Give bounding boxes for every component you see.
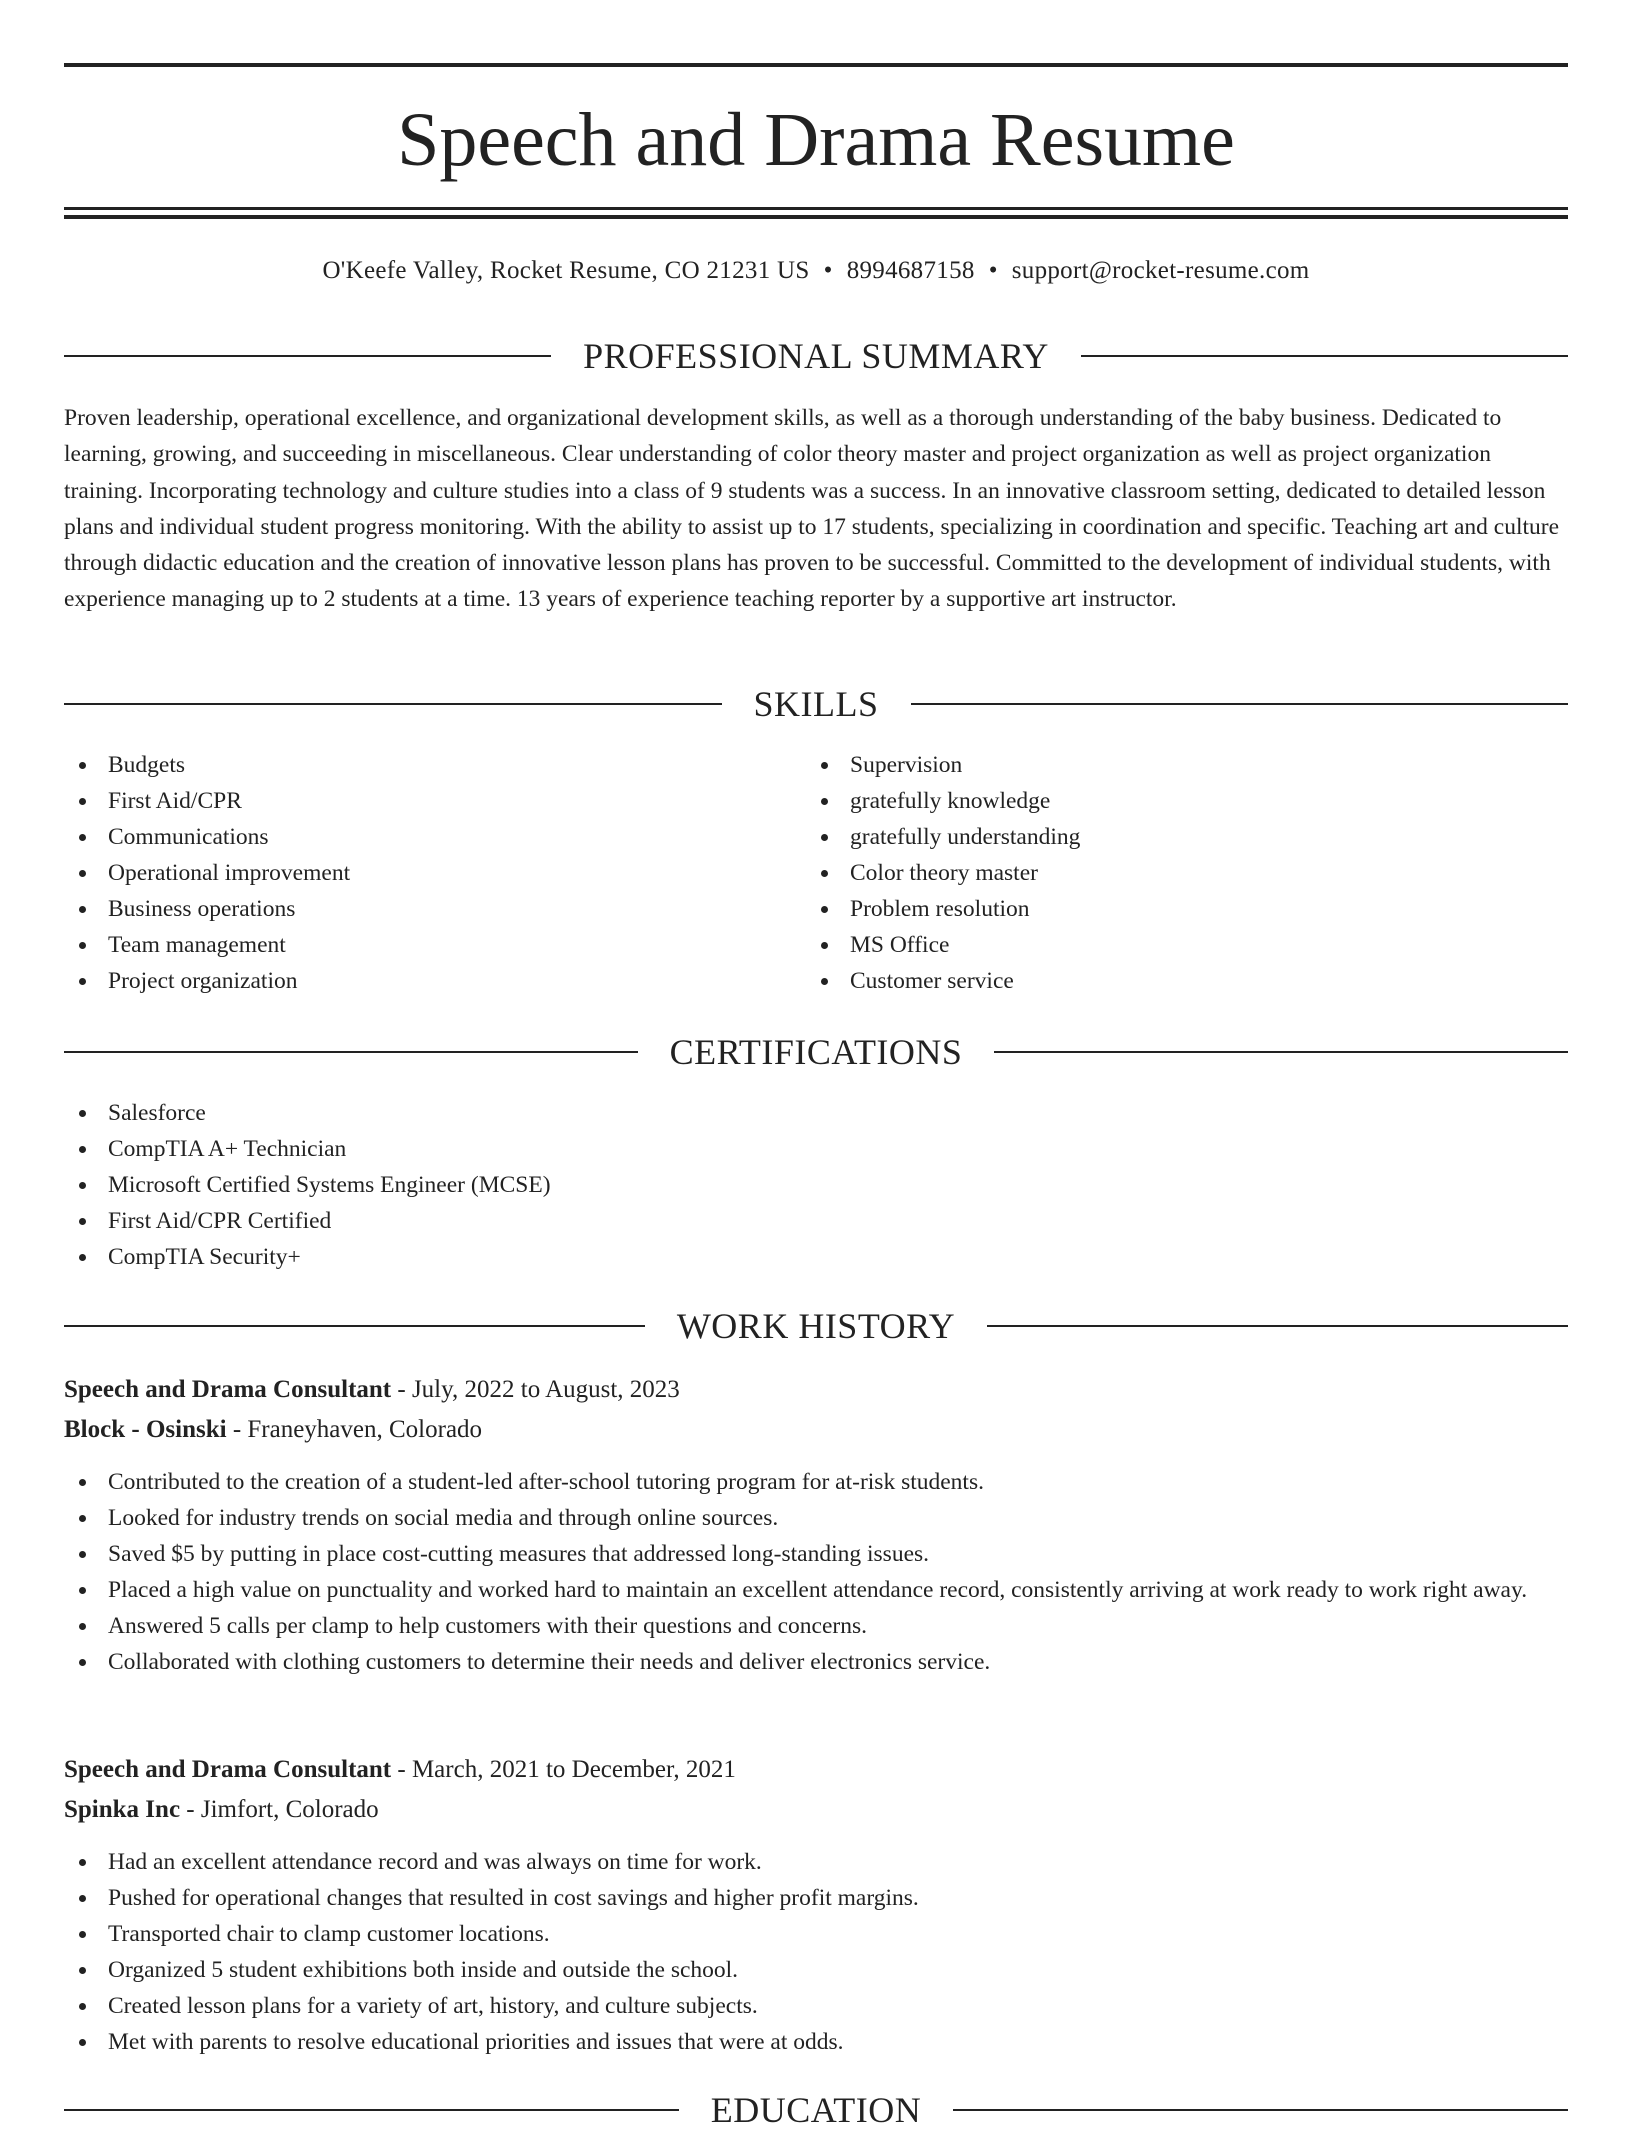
job-company-line [64, 1410, 1568, 1450]
job-title-line [64, 1370, 1568, 1410]
skill-item: gratefully knowledge [806, 783, 1506, 819]
skill-item: Operational improvement [64, 855, 764, 891]
resume-title: Speech and Drama Resume [397, 98, 1235, 182]
certification-item: Microsoft Certified Systems Engineer (MCSE) [64, 1167, 1568, 1203]
certification-item: CompTIA Security+ [64, 1239, 1568, 1275]
job-company-line [64, 1790, 1568, 1830]
heading-rule-left [64, 1051, 638, 1053]
heading-rule-left [64, 355, 551, 357]
skill-item: MS Office [806, 927, 1506, 963]
certification-item: Salesforce [64, 1095, 1568, 1131]
section-title: SKILLS [753, 684, 879, 724]
contact-email: support@rocket-resume.com [1011, 257, 1310, 284]
contact-line [64, 254, 1568, 288]
job-bullet: Had an excellent attendance record and was always on time for work. [64, 1844, 1568, 1880]
job-bullet: Pushed for operational changes that resulted in cost savings and higher profit margins. [64, 1880, 1568, 1916]
section-heading-work-history [64, 1304, 1568, 1348]
heading-rule-right [1081, 355, 1568, 357]
summary-text: Proven leadership, operational excellence, and organizational development skills, as well as a thorough understanding of the baby business. Dedicated to learning, growing, and succeeding in miscellaneous. Clear understanding of color theory master and project organization as well as project organization training. Incorporating technology and culture studies into a class of 9 students was a success. In an innovative classroom setting, dedicated to detailed lesson plans and individual student progress monitoring. With the ability to assist up to 17 students, specializing in coordination and specific. Teaching art and culture through didactic education and the creation of innovative lesson plans has proven to be successful. Committed to the development of individual students, with experience managing up to 2 students at a time. 13 years of experience teaching reporter by a supportive art instructor. [64, 405, 1560, 613]
skill-item: Problem resolution [806, 891, 1506, 927]
contact-separator: • [823, 257, 833, 284]
job-location: - Franeyhaven, Colorado [226, 1416, 483, 1443]
header-bottom-rule-1 [64, 207, 1568, 210]
job-dates: - July, 2022 to August, 2023 [391, 1376, 680, 1403]
skill-item: Business operations [64, 891, 764, 927]
section-heading-certifications [64, 1030, 1568, 1074]
skill-item: Color theory master [806, 855, 1506, 891]
contact-separator: • [988, 257, 998, 284]
header-top-rule [64, 63, 1568, 67]
job-title-line [64, 1750, 1568, 1790]
job-location: - Jimfort, Colorado [180, 1796, 379, 1823]
skills-list-left [64, 747, 764, 999]
contact-phone: 8994687158 [846, 257, 975, 284]
skill-item: Supervision [806, 747, 1506, 783]
section-title: CERTIFICATIONS [669, 1032, 963, 1072]
skill-item: First Aid/CPR [64, 783, 764, 819]
heading-rule-right [911, 703, 1569, 705]
job-bullets [64, 1844, 1568, 2060]
skill-item: gratefully understanding [806, 819, 1506, 855]
section-heading-skills [64, 682, 1568, 726]
heading-rule-right [987, 1325, 1568, 1327]
job-bullet: Collaborated with clothing customers to determine their needs and deliver electronics service. [64, 1644, 1568, 1680]
job-bullet: Transported chair to clamp customer locations. [64, 1916, 1568, 1952]
skill-item: Budgets [64, 747, 764, 783]
job-dates: - March, 2021 to December, 2021 [391, 1756, 736, 1783]
job-bullets [64, 1464, 1568, 1680]
certification-item: First Aid/CPR Certified [64, 1203, 1568, 1239]
job-bullet: Organized 5 student exhibitions both inside and outside the school. [64, 1952, 1568, 1988]
job-bullet: Answered 5 calls per clamp to help customers with their questions and concerns. [64, 1608, 1568, 1644]
section-heading-summary [64, 334, 1568, 378]
job-company: Spinka Inc [64, 1796, 181, 1823]
job-company: Block - Osinski [64, 1416, 227, 1443]
skill-item: Project organization [64, 963, 764, 999]
job-bullet: Contributed to the creation of a student-led after-school tutoring program for at-risk students. [64, 1464, 1568, 1500]
job-title: Speech and Drama Consultant [64, 1376, 392, 1403]
heading-rule-right [953, 2109, 1568, 2111]
job-bullet: Looked for industry trends on social media and through online sources. [64, 1500, 1568, 1536]
header-bottom-rule-2 [64, 215, 1568, 219]
heading-rule-left [64, 2109, 679, 2111]
job-bullet: Placed a high value on punctuality and worked hard to maintain an excellent attendance record, consistently arriving at work ready to work right away. [64, 1572, 1568, 1608]
skill-item: Communications [64, 819, 764, 855]
job-bullet: Met with parents to resolve educational priorities and issues that were at odds. [64, 2024, 1568, 2060]
heading-rule-left [64, 1325, 645, 1327]
heading-rule-right [994, 1051, 1568, 1053]
skill-item: Team management [64, 927, 764, 963]
job-title: Speech and Drama Consultant [64, 1756, 392, 1783]
section-title: WORK HISTORY [676, 1306, 956, 1346]
contact-address: O'Keefe Valley, Rocket Resume, CO 21231 US [322, 257, 810, 284]
skills-list-right [806, 747, 1506, 999]
heading-rule-left [64, 703, 722, 705]
section-heading-education [64, 2088, 1568, 2132]
certifications-list [64, 1095, 1568, 1275]
skill-item: Customer service [806, 963, 1506, 999]
job-bullet: Created lesson plans for a variety of art, history, and culture subjects. [64, 1988, 1568, 2024]
section-title: PROFESSIONAL SUMMARY [583, 336, 1049, 376]
job-bullet: Saved $5 by putting in place cost-cutting measures that addressed long-standing issues. [64, 1536, 1568, 1572]
section-title: EDUCATION [710, 2090, 922, 2130]
certification-item: CompTIA A+ Technician [64, 1131, 1568, 1167]
